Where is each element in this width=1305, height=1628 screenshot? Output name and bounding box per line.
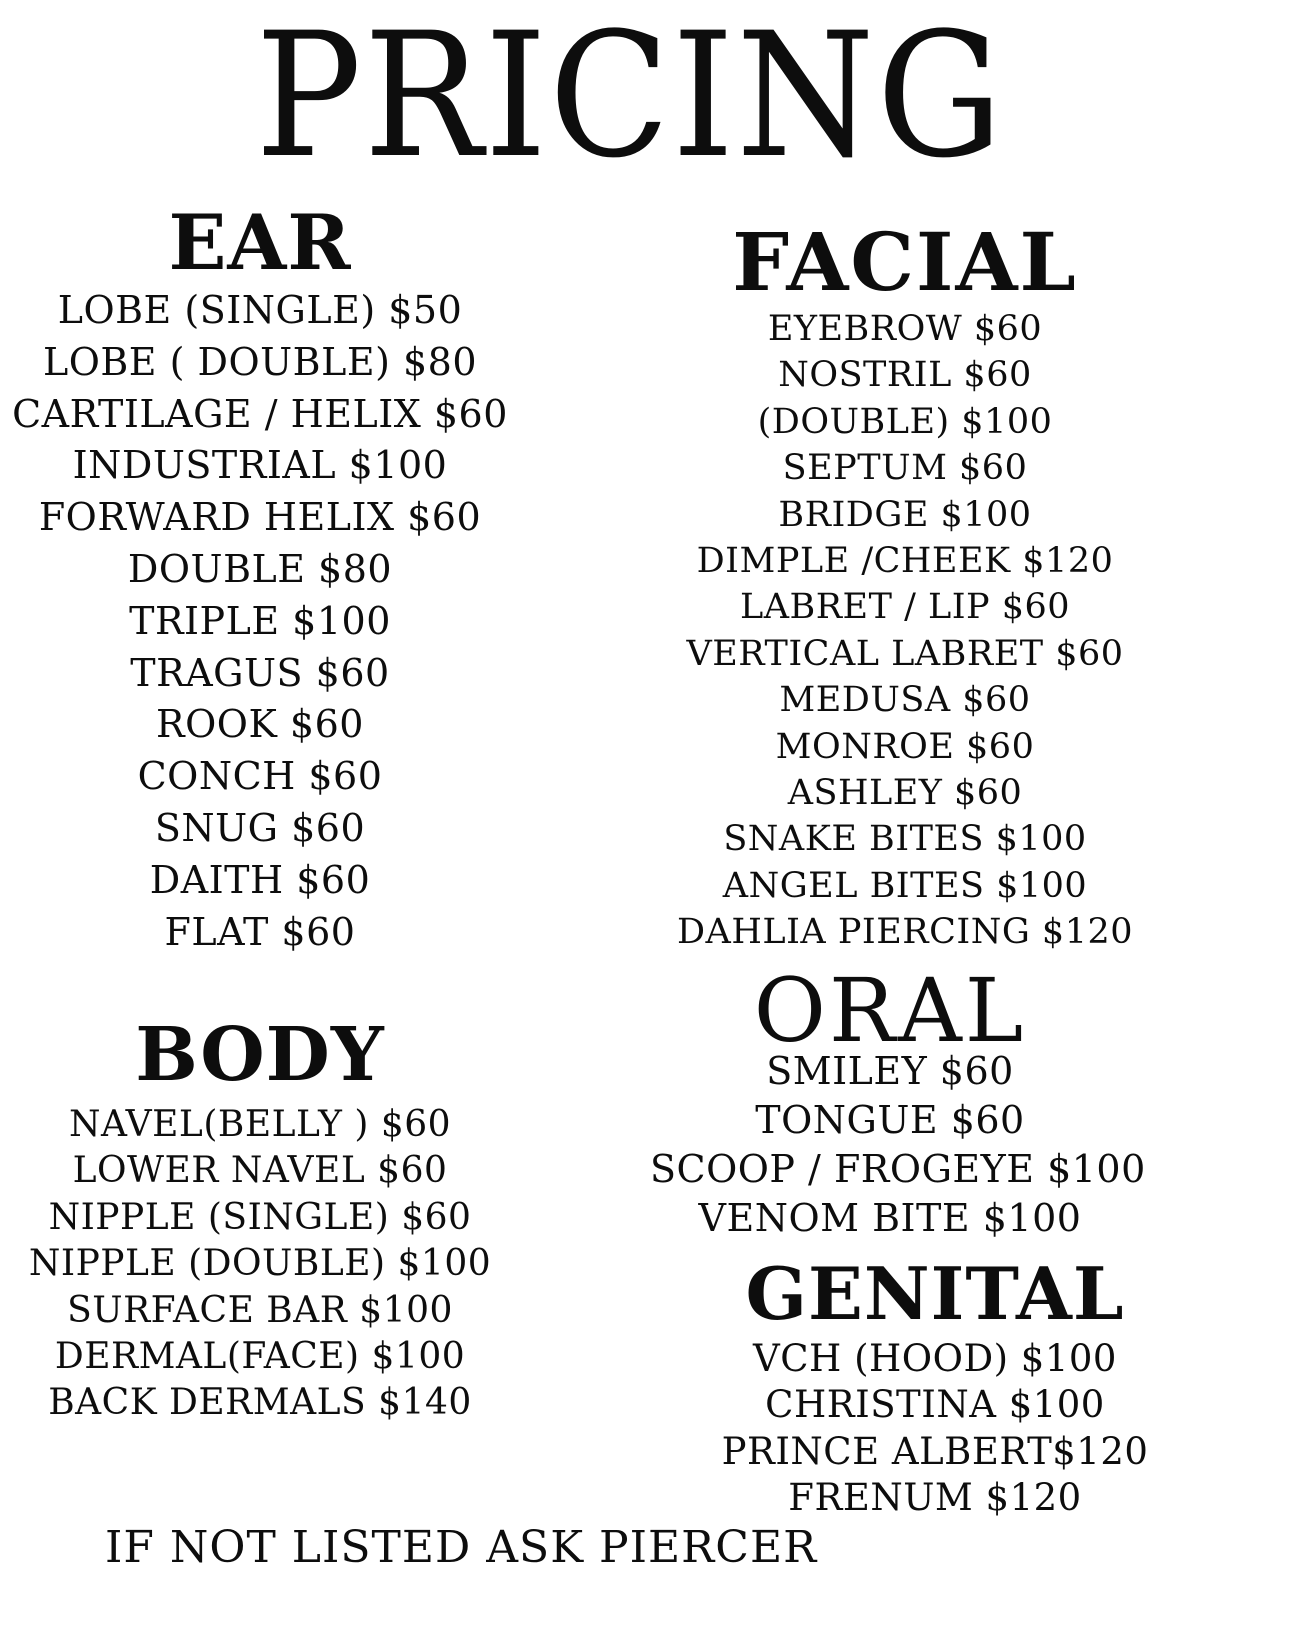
price-item: NIPPLE (SINGLE) $60 [48, 1196, 472, 1238]
price-item: ANGEL BITES $100 [722, 865, 1088, 906]
facial-section [660, 215, 1150, 955]
price-item: DIMPLE /CHEEK $120 [696, 540, 1114, 581]
price-item: BRIDGE $100 [778, 494, 1032, 535]
price-item: EYEBROW $60 [767, 309, 1043, 349]
price-item: SCOOP / FROGEYE $100 [650, 1147, 1146, 1191]
price-item: CONCH $60 [137, 754, 383, 799]
body-heading: BODY [135, 1012, 385, 1098]
price-item: DOUBLE $80 [127, 546, 393, 591]
price-item: LOWER NAVEL $60 [72, 1150, 448, 1192]
price-item: TRIPLE $100 [129, 598, 391, 643]
body-price-list [0, 1102, 520, 1427]
page-title: PRICING [255, 0, 1005, 196]
price-item: VENOM BITE $100 [698, 1196, 1082, 1240]
price-item: MEDUSA $60 [779, 680, 1031, 721]
price-item: DAITH $60 [149, 857, 371, 902]
price-item: FRENUM $120 [788, 1476, 1082, 1520]
price-item: SNUG $60 [154, 805, 366, 850]
facial-price-list [660, 306, 1150, 955]
price-item: FLAT $60 [164, 909, 356, 954]
price-item: LABRET / LIP $60 [739, 587, 1071, 628]
price-item: VCH (HOOD) $100 [753, 1337, 1117, 1380]
price-item: TONGUE $60 [755, 1098, 1025, 1142]
ear-price-list [0, 285, 520, 958]
price-item: NIPPLE (DOUBLE) $100 [28, 1243, 492, 1285]
price-item: INDUSTRIAL $100 [72, 443, 448, 488]
price-item: DAHLIA PIERCING $120 [677, 912, 1133, 953]
price-item: NOSTRIL $60 [778, 355, 1032, 396]
price-item: DERMAL(FACE) $100 [54, 1335, 466, 1377]
ear-heading: EAR [168, 198, 352, 287]
facial-heading: FACIAL [732, 215, 1078, 309]
price-item: CARTILAGE / HELIX $60 [12, 391, 508, 436]
price-item: (DOUBLE) $100 [757, 401, 1053, 442]
price-item: LOBE (SINGLE) $50 [57, 288, 463, 332]
body-section [0, 1012, 520, 1427]
price-item: FORWARD HELIX $60 [38, 495, 482, 540]
price-item: LOBE ( DOUBLE) $80 [42, 339, 477, 384]
price-item: NAVEL(BELLY ) $60 [68, 1104, 452, 1145]
price-item: MONROE $60 [775, 726, 1035, 767]
genital-heading: GENITAL [745, 1251, 1125, 1336]
ear-section [0, 198, 520, 958]
price-item: VERTICAL LABRET $60 [686, 633, 1124, 674]
price-item: ROOK $60 [156, 702, 364, 747]
price-item: SNAKE BITES $100 [723, 819, 1087, 860]
oral-heading: ORAL [753, 959, 1027, 1062]
oral-price-list [650, 1047, 1146, 1243]
price-item: SMILEY $60 [766, 1049, 1014, 1093]
price-item: BACK DERMALS $140 [48, 1382, 472, 1424]
price-item: SEPTUM $60 [782, 448, 1028, 489]
genital-section [700, 1251, 1170, 1522]
price-item: ASHLEY $60 [787, 772, 1023, 813]
footer-note: IF NOT LISTED ASK PIERCER [105, 1522, 818, 1573]
price-item: TRAGUS $60 [130, 650, 390, 695]
price-item: PRINCE ALBERT$120 [721, 1429, 1149, 1473]
oral-section [650, 959, 1146, 1243]
price-item: CHRISTINA $100 [765, 1383, 1105, 1427]
price-item: SURFACE BAR $100 [67, 1289, 453, 1331]
genital-price-list [700, 1336, 1170, 1522]
